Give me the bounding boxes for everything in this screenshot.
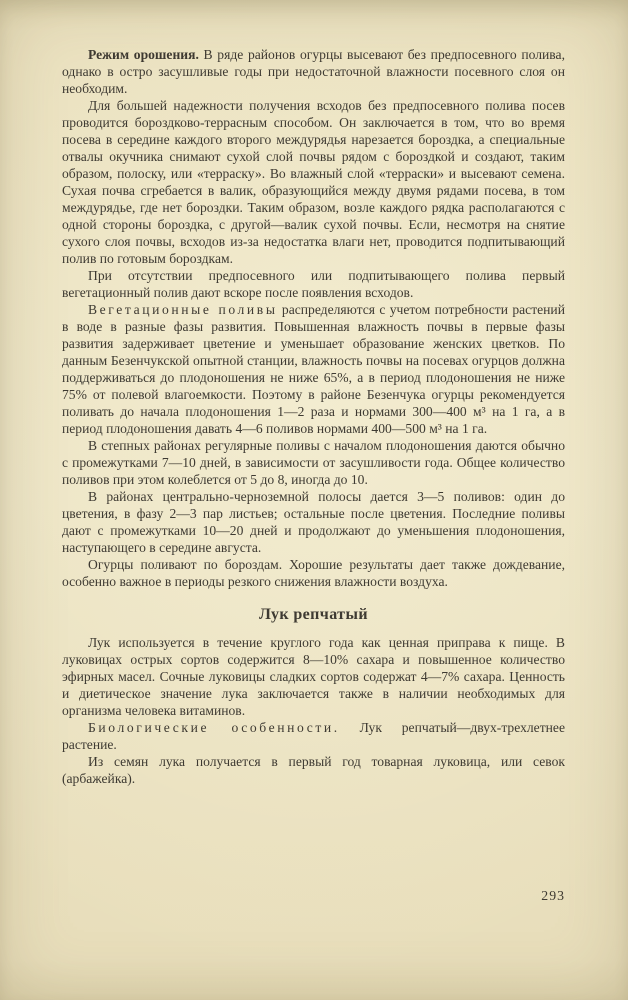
- paragraph: При отсутствии предпосевного или подпитывающего полива первый вегетационный полив дают вскоре после появления всходов.: [62, 268, 565, 300]
- paragraph: В степных районах регулярные поливы с началом плодоношения даются обычно с промежутками 7—10 дней, в зависимости от засушливости года. Общее количество поливов при этом колеблется от 5 до 8, иногда до 10.: [62, 438, 565, 487]
- paragraph-text: Лук репчатый—двух-трехлетнее растение.: [62, 720, 565, 752]
- paragraph-lead: Режим орошения.: [88, 47, 199, 62]
- paragraph: В районах центрально-черноземной полосы дается 3—5 поливов: один до цветения, в фазу 2—3 пар листьев; остальные после цветения. Последние поливы дают с промежутками 10—20 дней и продолжают до уменьшения плодоношения, наступающего в середине августа.: [62, 489, 565, 555]
- paragraph-text: В ряде районов огурцы высевают без предпосевного полива, однако в остро засушливые годы при недостаточной влажности посевного слоя он необходим.: [62, 47, 565, 96]
- page-text-block: [62, 46, 565, 787]
- paragraph-lead: Вегетационные поливы: [88, 302, 278, 317]
- page-number: 293: [541, 888, 565, 903]
- section-heading: Лук репчатый: [259, 606, 368, 623]
- paragraph: Лук используется в течение круглого года как ценная приправа к пище. В луковицах острых сортов содержится 8—10% сахара и повышенное количество эфирных масел. Сочные луковицы сладких сортов содержат 4—7% сахара. Ценность и диетическое значение лука заключается также в наличии необходимых для организма человека витаминов.: [62, 635, 565, 718]
- paragraph: [62, 46, 565, 97]
- paragraph: [62, 301, 565, 437]
- paragraph-text: распределяются с учетом потребности растений в воде в разные фазы развития. Повышенная влажность почвы в первые фазы развития задерживает цветение и уменьшает образование женских цветков. По данным Безенчукской опытной станции, влажность почвы на посевах огурцов должна поддерживаться до плодоношения не ниже 65%, а в период плодоношения не ниже 75% от полевой влагоемкости. Поэтому в районе Безенчука огурцы рекомендуется поливать до начала плодоношения 1—2 раза и нормами 300—400 м³ на 1 га, а в период плодоношения давать 4—6 поливов нормами 400—500 м³ на 1 га.: [62, 302, 565, 436]
- paragraph: [62, 719, 565, 753]
- paragraph: Огурцы поливают по бороздам. Хорошие результаты дает также дождевание, особенно важное в периоды резкого снижения влажности воздуха.: [62, 557, 565, 589]
- paragraph: Для большей надежности получения всходов без предпосевного полива посев проводится бороздково-террасным способом. Он заключается в том, что во время посева в середине каждого второго междурядья нарезается бороздка, а специальные отвалы окучника снимают сухой слой почвы рядом с бороздкой и создают, таким образом, полоску, или «терраску». Во влажный слой «терраски» и высевают семена. Сухая почва сгребается в валик, образующийся между двумя рядами посева, в том междурядье, где нет бороздки. Таким образом, возле каждого рядка располагаются с одной стороны бороздка, с другой—валик сухой почвы. Если, несмотря на снятие сухого слоя почвы, всходов из-за недостатка влаги нет, проводится подпитывающий полив по готовым бороздкам.: [62, 98, 565, 266]
- paragraph: Из семян лука получается в первый год товарная луковица, или севок (арбажейка).: [62, 754, 565, 786]
- paragraph-lead: Биологические особенности.: [88, 720, 340, 735]
